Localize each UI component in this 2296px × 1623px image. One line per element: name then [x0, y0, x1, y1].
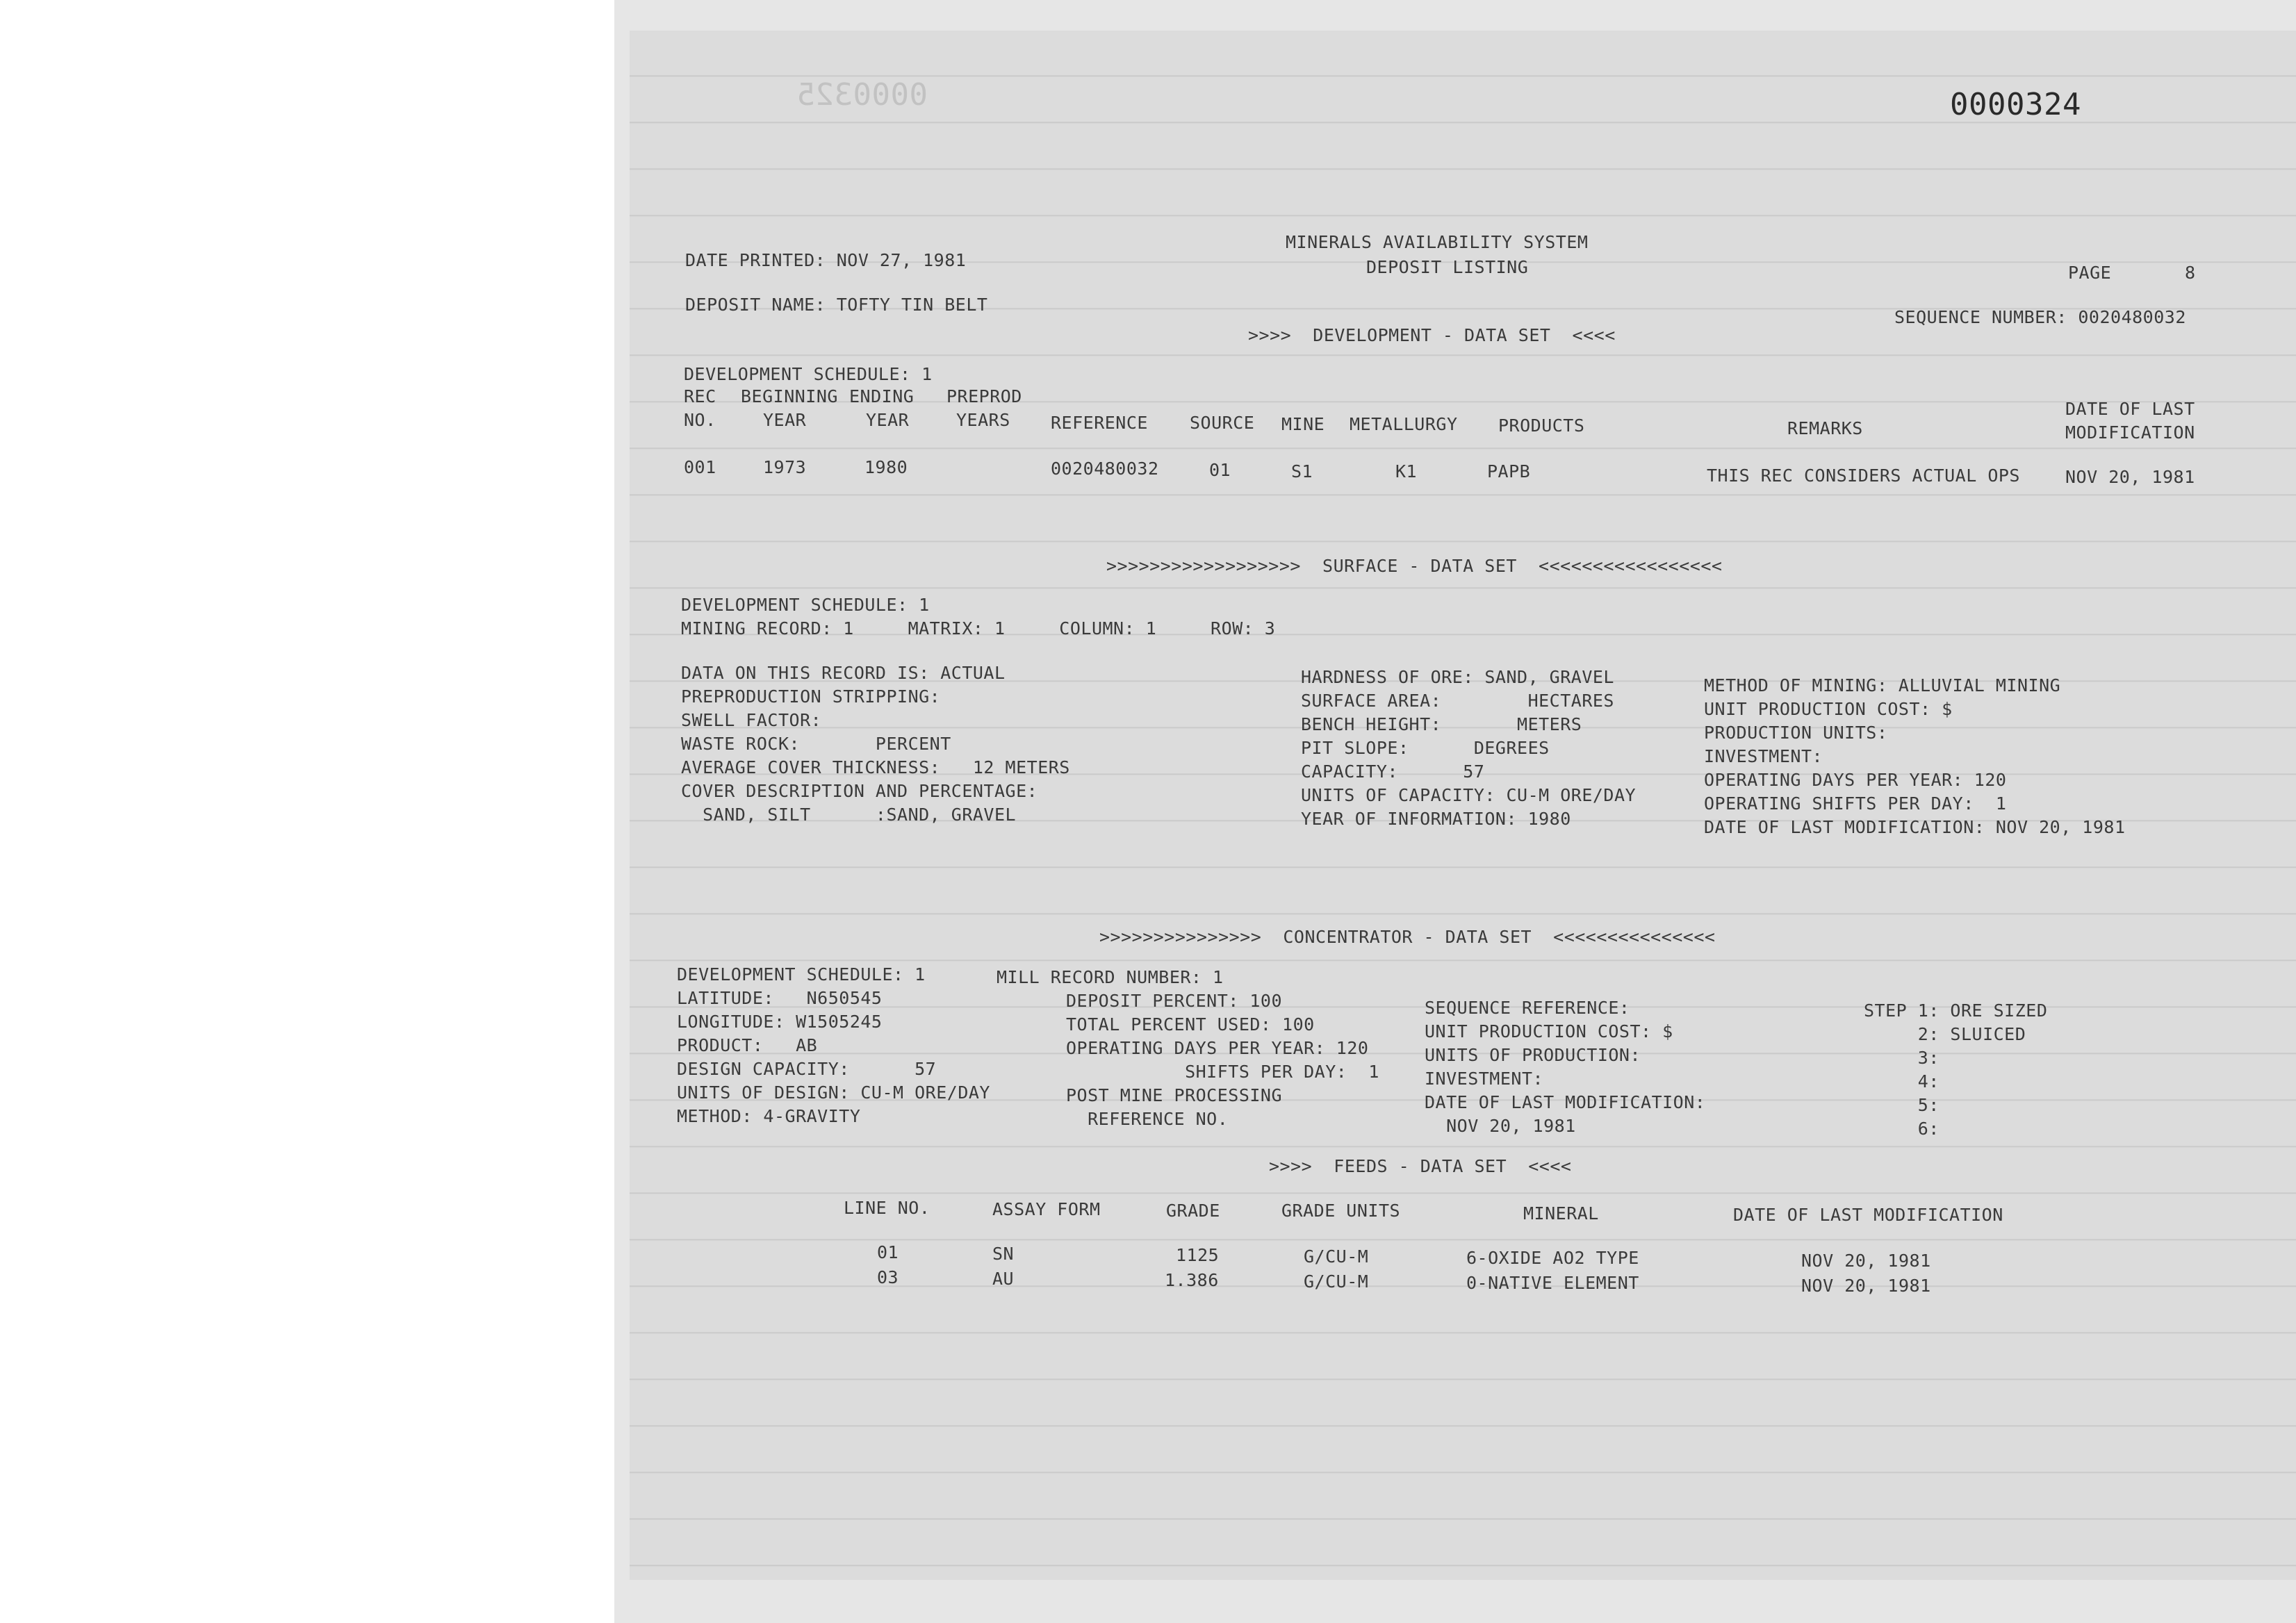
feeds-row-mineral: 6-OXIDE AO2 TYPE — [1466, 1248, 1639, 1268]
concentrator-col1-line: PRODUCT: AB — [677, 1035, 818, 1055]
printout-sheet — [630, 31, 2296, 1580]
date-printed: DATE PRINTED: NOV 27, 1981 — [685, 250, 967, 270]
page-number: 8 — [2185, 263, 2196, 283]
dev-header-datemod-2: MODIFICATION — [2065, 422, 2195, 443]
surface-middle-line: HARDNESS OF ORE: SAND, GRAVEL — [1301, 667, 1614, 687]
feeds-row-grade: 1.386 — [1165, 1270, 1219, 1290]
feeds-row-grade: 1125 — [1176, 1245, 1220, 1265]
concentrator-col3-line: UNITS OF PRODUCTION: — [1425, 1045, 1641, 1065]
concentrator-banner: >>>>>>>>>>>>>>> CONCENTRATOR - DATA SET <<<<<<<<<<<<<<< — [1099, 927, 1716, 947]
surface-right-line: UNIT PRODUCTION COST: $ — [1704, 699, 1953, 719]
feeds-row-line-no: 03 — [877, 1267, 899, 1287]
deposit-name: DEPOSIT NAME: TOFTY TIN BELT — [685, 295, 988, 315]
concentrator-col3-line: INVESTMENT: — [1425, 1069, 1544, 1089]
feeds-header-mineral: MINERAL — [1523, 1203, 1599, 1224]
feeds-row-line-no: 01 — [877, 1242, 899, 1262]
dev-header-mine: MINE — [1281, 414, 1325, 434]
sequence-number: SEQUENCE NUMBER: 0020480032 — [1894, 307, 2186, 327]
dev-header-end-2: YEAR — [866, 410, 910, 430]
feeds-row-grade-units: G/CU-M — [1304, 1246, 1369, 1267]
surface-middle-line: SURFACE AREA: HECTARES — [1301, 691, 1614, 711]
concentrator-step-line: 2: SLUICED — [1864, 1024, 2026, 1044]
dev-row-rec-no: 001 — [684, 457, 716, 477]
surface-left-line: AVERAGE COVER THICKNESS: 12 METERS — [681, 757, 1070, 777]
dev-header-products: PRODUCTS — [1498, 415, 1585, 436]
surface-left-line: WASTE ROCK: PERCENT — [681, 734, 951, 754]
surface-right-line: METHOD OF MINING: ALLUVIAL MINING — [1704, 675, 2061, 695]
concentrator-col1-line: METHOD: 4-GRAVITY — [677, 1106, 861, 1126]
dev-header-reference: REFERENCE — [1051, 413, 1148, 433]
surface-left-line: COVER DESCRIPTION AND PERCENTAGE: — [681, 781, 1038, 801]
dev-header-begin-1: BEGINNING — [741, 386, 838, 406]
concentrator-col3-line: SEQUENCE REFERENCE: — [1425, 998, 1630, 1018]
feeds-header-line-no: LINE NO. — [844, 1198, 930, 1218]
dev-header-preprod-2: YEARS — [956, 410, 1010, 430]
dev-header-preprod-1: PREPROD — [946, 386, 1022, 406]
concentrator-col2-line: POST MINE PROCESSING — [1066, 1085, 1283, 1105]
concentrator-step-line: 3: — [1864, 1048, 1940, 1068]
surface-right-line: DATE OF LAST MODIFICATION: NOV 20, 1981 — [1704, 817, 2126, 837]
concentrator-col1-line: DEVELOPMENT SCHEDULE: 1 — [677, 964, 926, 984]
surface-middle-line: UNITS OF CAPACITY: CU-M ORE/DAY — [1301, 785, 1637, 805]
page-label: PAGE — [2068, 263, 2112, 283]
feeds-row-assay-form: AU — [992, 1269, 1015, 1289]
concentrator-col2-line: OPERATING DAYS PER YEAR: 120 — [1066, 1038, 1369, 1058]
feeds-header-grade-units: GRADE UNITS — [1281, 1201, 1401, 1221]
ghost-stamp-number: 0000325 — [796, 77, 928, 113]
concentrator-step-line: 4: — [1864, 1071, 1940, 1091]
feeds-header-date-mod: DATE OF LAST MODIFICATION — [1733, 1205, 2003, 1225]
system-title: MINERALS AVAILABILITY SYSTEM — [1286, 232, 1589, 252]
surface-left-line: SWELL FACTOR: — [681, 710, 822, 730]
dev-header-rec-2: NO. — [684, 410, 716, 430]
concentrator-col2-line: SHIFTS PER DAY: 1 — [1066, 1062, 1379, 1082]
feeds-row-date-mod: NOV 20, 1981 — [1801, 1276, 1931, 1296]
concentrator-col2-line: DEPOSIT PERCENT: 100 — [1066, 991, 1283, 1011]
dev-header-begin-2: YEAR — [763, 410, 807, 430]
feeds-row-date-mod: NOV 20, 1981 — [1801, 1251, 1931, 1271]
concentrator-step-line: STEP 1: ORE SIZED — [1864, 1000, 2048, 1021]
feeds-header-grade: GRADE — [1166, 1201, 1220, 1221]
dev-row-end: 1980 — [864, 457, 908, 477]
concentrator-col1-line: UNITS OF DESIGN: CU-M ORE/DAY — [677, 1082, 990, 1103]
surface-left-line: PREPRODUCTION STRIPPING: — [681, 686, 941, 707]
concentrator-step-line: 5: — [1864, 1095, 1940, 1115]
surface-banner: >>>>>>>>>>>>>>>>>> SURFACE - DATA SET <<<<<<<<<<<<<<<<< — [1106, 556, 1723, 576]
surface-middle-line: CAPACITY: 57 — [1301, 761, 1485, 782]
dev-row-products: PAPB — [1487, 461, 1531, 481]
surface-left-line: DATA ON THIS RECORD IS: ACTUAL — [681, 663, 1006, 683]
feeds-header-assay-form: ASSAY FORM — [992, 1199, 1101, 1219]
dev-header-rec-1: REC — [684, 386, 716, 406]
dev-row-source: 01 — [1209, 460, 1231, 480]
feeds-row-assay-form: SN — [992, 1244, 1015, 1264]
surface-right-line: OPERATING SHIFTS PER DAY: 1 — [1704, 793, 2007, 814]
concentrator-col2-line: REFERENCE NO. — [1066, 1109, 1229, 1129]
concentrator-col1-line: DESIGN CAPACITY: 57 — [677, 1059, 937, 1079]
surface-mining-record: MINING RECORD: 1 MATRIX: 1 COLUMN: 1 ROW: 3 — [681, 618, 1276, 639]
concentrator-step-line: 6: — [1864, 1119, 1940, 1139]
dev-row-mine: S1 — [1291, 461, 1313, 481]
surface-schedule: DEVELOPMENT SCHEDULE: 1 — [681, 595, 930, 615]
dev-header-metallurgy: METALLURGY — [1350, 414, 1458, 434]
dev-row-date-mod: NOV 20, 1981 — [2065, 467, 2195, 487]
dev-row-begin: 1973 — [763, 457, 807, 477]
dev-header-end-1: ENDING — [849, 386, 915, 406]
dev-row-reference: 0020480032 — [1051, 459, 1159, 479]
surface-middle-line: BENCH HEIGHT: METERS — [1301, 714, 1582, 734]
surface-right-line: PRODUCTION UNITS: — [1704, 723, 1888, 743]
dev-header-source: SOURCE — [1190, 413, 1255, 433]
feeds-row-grade-units: G/CU-M — [1304, 1271, 1369, 1292]
surface-left-line: SAND, SILT :SAND, GRAVEL — [681, 805, 1017, 825]
concentrator-col1-line: LATITUDE: N650545 — [677, 988, 883, 1008]
surface-middle-line: YEAR OF INFORMATION: 1980 — [1301, 809, 1571, 829]
development-banner: >>>> DEVELOPMENT - DATA SET <<<< — [1248, 325, 1616, 345]
document-number-stamp: 0000324 — [1950, 87, 2081, 122]
dev-header-remarks: REMARKS — [1787, 418, 1863, 438]
concentrator-col1-line: LONGITUDE: W1505245 — [677, 1012, 883, 1032]
dev-row-metallurgy: K1 — [1395, 461, 1418, 481]
surface-right-line: OPERATING DAYS PER YEAR: 120 — [1704, 770, 2007, 790]
concentrator-col2-line: TOTAL PERCENT USED: 100 — [1066, 1014, 1315, 1035]
concentrator-col3-line: NOV 20, 1981 — [1425, 1116, 1576, 1136]
feeds-banner: >>>> FEEDS - DATA SET <<<< — [1269, 1156, 1572, 1176]
listing-title: DEPOSIT LISTING — [1366, 257, 1529, 277]
surface-right-line: INVESTMENT: — [1704, 746, 1823, 766]
concentrator-col3-line: DATE OF LAST MODIFICATION: — [1425, 1092, 1706, 1112]
dev-row-remarks: THIS REC CONSIDERS ACTUAL OPS — [1707, 466, 2020, 486]
feeds-row-mineral: 0-NATIVE ELEMENT — [1466, 1273, 1639, 1293]
dev-header-datemod-1: DATE OF LAST — [2065, 399, 2195, 419]
concentrator-col3-line: UNIT PRODUCTION COST: $ — [1425, 1021, 1673, 1041]
development-schedule: DEVELOPMENT SCHEDULE: 1 — [684, 364, 933, 384]
surface-middle-line: PIT SLOPE: DEGREES — [1301, 738, 1550, 758]
concentrator-col2-line: MILL RECORD NUMBER: 1 — [997, 967, 1224, 987]
